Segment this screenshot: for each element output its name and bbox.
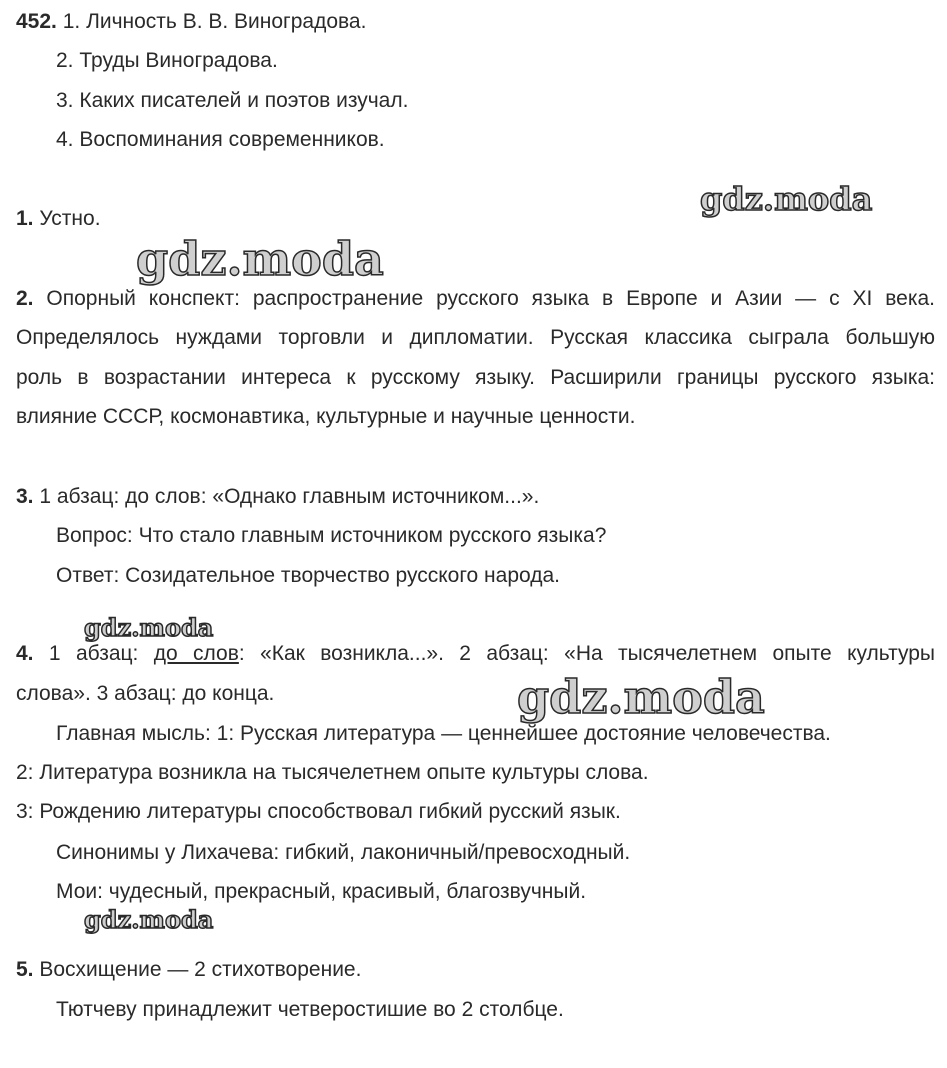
answer-5-line-2: Тютчеву принадлежит четверостишие во 2 столбце. [56,998,564,1021]
answer-4-idea-3: 3: Рождению литературы способствовал гибкий русский язык. [16,800,621,823]
watermark: gdz.moda [84,905,214,934]
watermark: gdz.moda [84,613,214,642]
answer-3-line-1: 3. 1 абзац: до слов: «Однако главным источником...». [16,485,540,508]
answer-2-line-4: влияние СССР, космонавтика, культурные и научные ценности. [16,405,636,428]
answer-2-line-3: роль в возрастании интереса к русскому языку. Расширили границы русского языка: [16,366,935,389]
answer-3-question: Вопрос: Что стало главным источником русского языка? [56,524,607,547]
answer-2-line-1: 2. Опорный конспект: распространение русского языка в Европе и Азии — с XI века. [16,287,935,310]
answer-4-main-idea: Главная мысль: 1: Русская литература — ценнейшее достояние человечества. [56,722,831,745]
watermark: gdz.moda [517,670,765,724]
answer-3-answer: Ответ: Созидательное творчество русского народа. [56,564,560,587]
answer-4-synonyms: Синонимы у Лихачева: гибкий, лаконичный/превосходный. [56,841,631,864]
answer-4-idea-2: 2: Литература возникла на тысячелетнем опыте культуры слова. [16,761,649,784]
plan-item-3: 3. Каких писателей и поэтов изучал. [56,89,409,112]
answer-4-line-2: слова». 3 абзац: до конца. [16,682,275,705]
task-number: 452. [16,10,57,33]
answer-2-line-2: Определялось нуждами торговли и дипломатии. Русская классика сыграла большую [16,326,935,349]
answer-4-mine: Мои: чудесный, прекрасный, красивый, благозвучный. [56,880,587,903]
answer-1: 1. Устно. [16,207,101,230]
plan-item-2: 2. Труды Виноградова. [56,49,278,72]
plan-item-1: 452. 1. Личность В. В. Виноградова. [16,10,367,33]
watermark: gdz.moda [700,180,873,218]
watermark: gdz.moda [136,232,384,286]
plan-item-4: 4. Воспоминания современников. [56,128,385,151]
answer-5-line-1: 5. Восхищение — 2 стихотворение. [16,958,362,981]
answer-4-line-1: 4. 1 абзац: до слов: «Как возникла...». 2 абзац: «На тысячелетнем опыте культуры [16,642,935,665]
